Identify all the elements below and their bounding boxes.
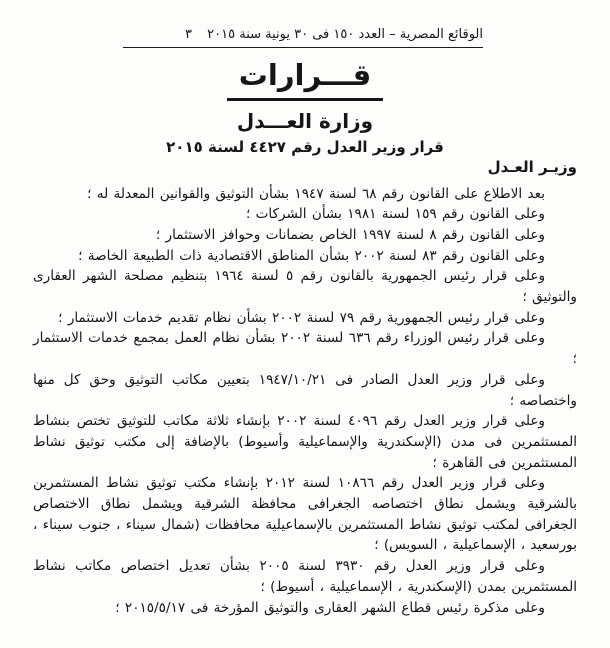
running-head (123, 18, 483, 48)
section-title-decisions: قـــرارات (227, 58, 383, 101)
law-83-2002-clause: وعلى القانون رقم ٨٣ لسنة ٢٠٠٢ بشأن المناطق الاقتصادية ذات الطبيعة الخاصة ؛ (78, 247, 545, 264)
decree-636-2002-clause: وعلى قرار رئيس الوزراء رقم ٦٣٦ لسنة ٢٠٠٢ بشأن نظام العمل بمجمع خدمات الاستثمار ؛ (33, 330, 577, 368)
minister-of-justice-heading: وزيـر العـدل (487, 158, 577, 176)
decree-79-2002-clause: وعلى قرار رئيس الجمهورية رقم ٧٩ لسنة ٢٠٠٢ بشأن نظام تقديم خدمات الاستثمار ؛ (58, 309, 545, 326)
preamble-clause: بعد الاطلاع على القانون رقم ٦٨ لسنة ١٩٤٧ بشأن التوثيق والقوانين المعدلة له ؛ (87, 185, 545, 202)
title-block (0, 58, 610, 155)
gazette-issue-title: الوقائع المصرية – العدد ١٥٠ فى ٣٠ يونية سنة ٢٠١٥ (207, 27, 483, 42)
decree-body (33, 158, 577, 618)
law-8-1997-clause: وعلى القانون رقم ٨ لسنة ١٩٩٧ الخاص بضمانات وحوافز الاستثمار ؛ (155, 226, 545, 243)
ministry-title: وزارة العـــدل (236, 108, 374, 133)
decree-5-1964-clause: وعلى قرار رئيس الجمهورية بالقانون رقم ٥ لسنة ١٩٦٤ بتنظيم مصلحة الشهر العقارى والتوثيق ؛ (33, 268, 577, 306)
decree-10866-2012-clause: وعلى قرار وزير العدل رقم ١٠٨٦٦ لسنة ٢٠١٢ بإنشاء مكتب توثيق نشاط المستثمرين بالشرقية ويشمل نطاق اختصاصه الجغرافى محافظة الشرقية ويشمل نطاق الاختصاص الجغرافى لمكتب توثيق نشاط المستثمرين بالإسماعيلية محافظات (شمال سيناء ، جنوب سيناء ، بورسعيد ، الإسماعيلية ، السويس) ؛ (33, 475, 577, 554)
page-number: ٣ (185, 27, 192, 42)
decree-4096-2002-clause: وعلى قرار وزير العدل رقم ٤٠٩٦ لسنة ٢٠٠٢ بإنشاء ثلاثة مكاتب للتوثيق تختص بنشاط المستثمرين فى مدن (الإسكندرية والإسماعيلية وأسيوط) بالإضافة إلى مكتب توثيق نشاط المستثمرين فى القاهرة ؛ (33, 413, 577, 471)
decree-number-title: قرار وزير العدل رقم ٤٤٢٧ لسنة ٢٠١٥ (166, 137, 444, 156)
law-159-1981-clause: وعلى القانون رقم ١٥٩ لسنة ١٩٨١ بشأن الشركات ؛ (245, 206, 545, 223)
memo-2015-clause: وعلى مذكرة رئيس قطاع الشهر العقارى والتوثيق المؤرخة فى ٢٠١٥/٥/١٧ ؛ (115, 599, 545, 616)
decree-1947-clause: وعلى قرار وزير العدل الصادر فى ١٩٤٧/١٠/٢١ بتعيين مكاتب التوثيق وحق كل منها واختصاصه ؛ (33, 371, 577, 409)
decree-3930-2005-clause: وعلى قرار وزير العدل رقم ٣٩٣٠ لسنة ٢٠٠٥ بشأن تعديل اختصاص مكاتب نشاط المستثمرين بمدن (الإسكندرية ، الإسماعيلية ، أسيوط) ؛ (33, 558, 577, 595)
